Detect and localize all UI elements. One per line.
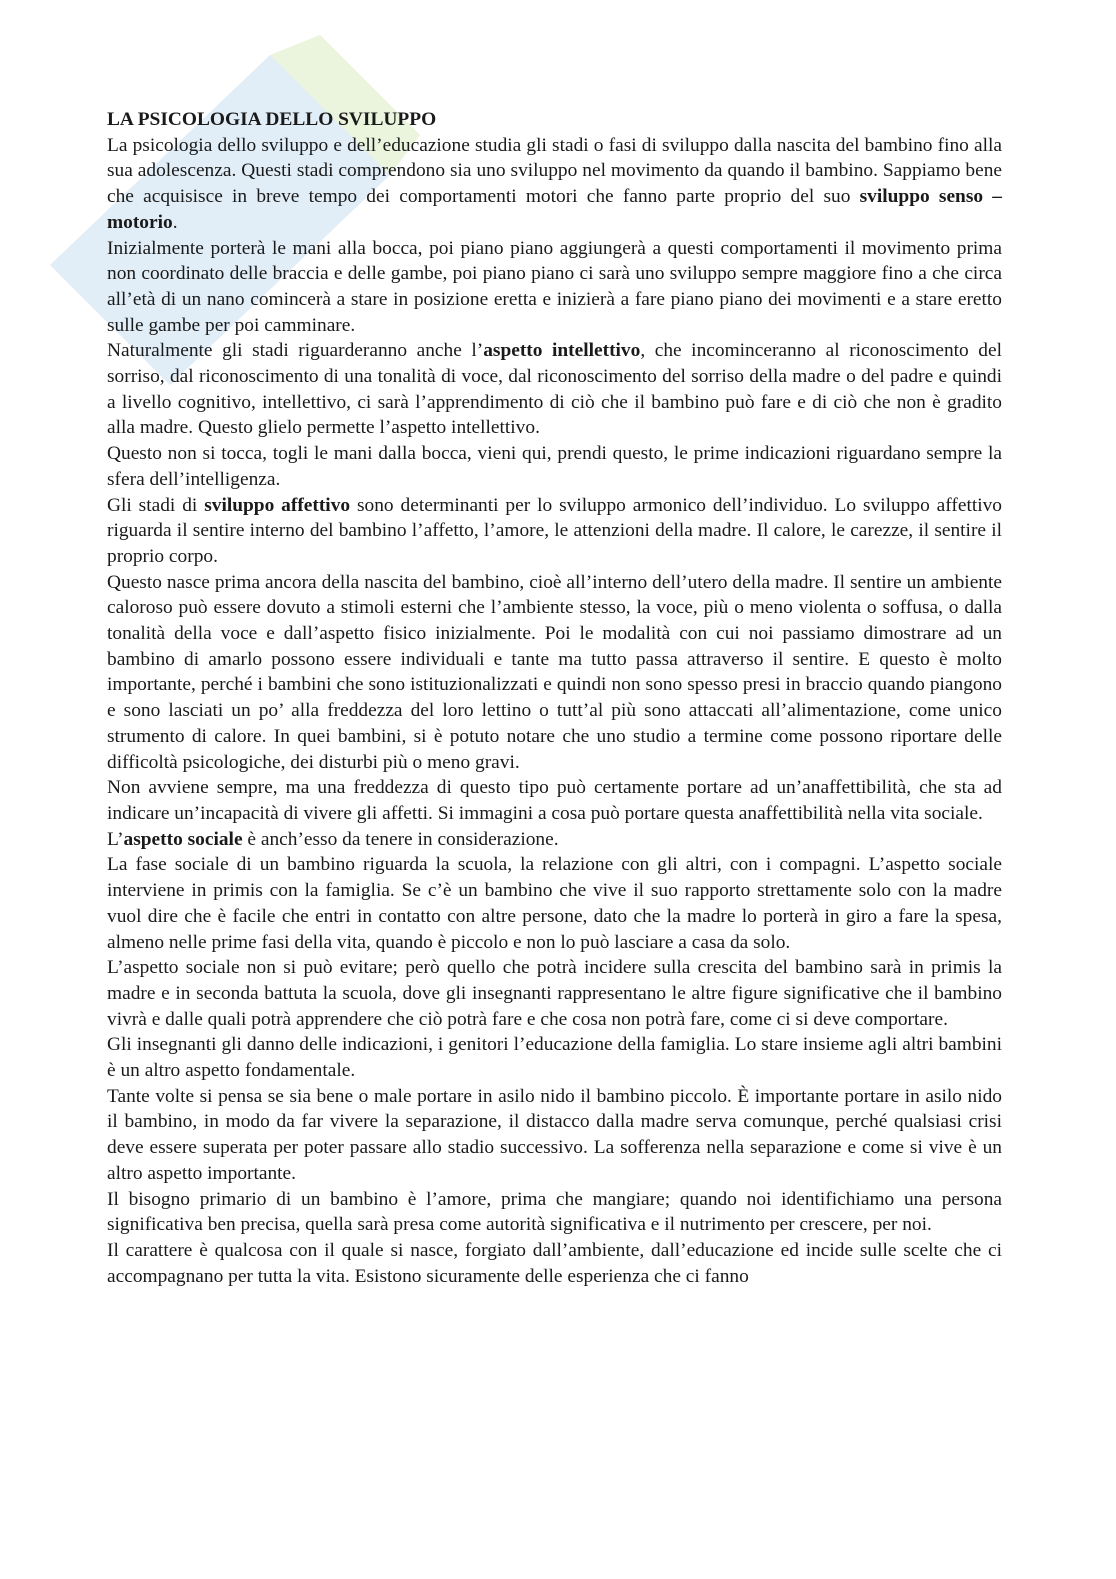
paragraph <box>107 493 1002 570</box>
paragraph <box>107 1238 1002 1289</box>
paragraph-text: . <box>172 211 178 233</box>
paragraph-text: Gli insegnanti gli danno delle indicazioni, i genitori l’educazione della famiglia. Lo stare insieme agli altri bambini è un altro aspetto fondamentale. <box>107 1034 1002 1082</box>
paragraph <box>107 441 1002 492</box>
paragraph-text: Gli stadi di <box>107 494 205 516</box>
document-body <box>107 133 1002 1290</box>
paragraph-text: Non avviene sempre, ma una freddezza di questo tipo può certamente portare ad un’anaffettibilità, che sta ad indicare un’incapacità di vivere gli affetti. Si immagini a cosa può portare questa anaffettibilità nella vita sociale. <box>107 777 1002 824</box>
paragraph <box>107 955 1002 1032</box>
paragraph <box>107 133 1002 236</box>
bold-term: sviluppo senso – motorio <box>107 186 1002 233</box>
paragraph-text: , che incominceranno al riconoscimento del sorriso, dal riconoscimento di una tonalità di voce, dal riconoscimento del sorriso della madre o del padre e quindi a livello cognitivo, intellettivo, ci sarà l’apprendimento di ciò che il bambino può fare e di ciò che non è gradito alla madre. Questo glielo permette l’aspetto intellettivo. <box>107 340 1002 439</box>
paragraph-text: è anch’esso da tenere in considerazione. <box>242 828 559 850</box>
paragraph-text: Tante volte si pensa se sia bene o male portare in asilo nido il bambino piccolo. È importante portare in asilo nido il bambino, in modo da far vivere la separazione, il distacco dalla madre serva comunque, perché qualsiasi crisi deve essere superata per poter passare allo stadio successivo. La sofferenza nella separazione e come si vive è un altro aspetto importante. <box>107 1085 1002 1184</box>
paragraph-text: La psicologia dello sviluppo e dell’educazione studia gli stadi o fasi di sviluppo dalla nascita del bambino fino alla sua adolescenza. Questi stadi comprendono sia uno sviluppo nel movimento da quando il bambino. Sappiamo bene che acquisisce in breve tempo dei comportamenti motori che fanno parte proprio del suo <box>107 134 1002 208</box>
paragraph-text: Inizialmente porterà le mani alla bocca, poi piano piano aggiungerà a questi comportamenti il movimento prima non coordinato delle braccia e delle gambe, poi piano piano ci sarà uno sviluppo sempre maggiore fino a che circa all’età di un nano comincerà a stare in posizione eretta e inizierà a fare piano piano dei movimenti e a stare eretto sulle gambe per poi camminare. <box>107 237 1002 336</box>
paragraph-text: L’aspetto sociale non si può evitare; però quello che potrà incidere sulla crescita del bambino sarà in primis la madre e in seconda battuta la scuola, dove gli insegnanti rappresentano le altre figure significative che il bambino vivrà e dalle quali potrà apprendere che ciò potrà fare e che cosa non potrà fare, come ci si deve comportare. <box>107 957 1002 1030</box>
paragraph <box>107 1084 1002 1187</box>
paragraph-text: La fase sociale di un bambino riguarda la scuola, la relazione con gli altri, con i compagni. L’aspetto sociale interviene in primis con la famiglia. Se c’è un bambino che vive il suo rapporto strettamente solo con la madre vuol dire che è facile che entri in contatto con altre persone, dato che la madre lo porterà in giro a fare la spesa, almeno nelle prime fasi della vita, quando è piccolo e non lo può lasciare a casa da solo. <box>107 854 1002 953</box>
bold-term: aspetto intellettivo <box>483 340 641 362</box>
paragraph <box>107 1032 1002 1083</box>
paragraph <box>107 775 1002 826</box>
paragraph <box>107 570 1002 776</box>
paragraph-text: Questo nasce prima ancora della nascita del bambino, cioè all’interno dell’utero della madre. Il sentire un ambiente caloroso può essere dovuto a stimoli esterni che l’ambiente stesso, la voce, più o meno violenta o soffusa, o dalla tonalità della voce e dall’aspetto fisico inizialmente. Poi le modalità con cui noi passiamo dimostrare ad un bambino di amarlo possono essere individuali e tante ma tutto passa attraverso il sentire. E questo è molto importante, perché i bambini che sono istituzionalizzati e quindi non sono spesso presi in braccio quando piangono e sono lasciati un po’ alla freddezza del loro lettino o tutt’al più sono attaccati all’alimentazione, come unico strumento di calore. In quei bambini, si è potuto notare che uno studio a termine come possono riportare delle difficoltà psicologiche, dei disturbi più o meno gravi. <box>107 571 1002 773</box>
paragraph-text: Il bisogno primario di un bambino è l’amore, prima che mangiare; quando noi identifichiamo una persona significativa ben precisa, quella sarà presa come autorità significativa e il nutrimento per crescere, per noi. <box>107 1188 1002 1236</box>
paragraph-text: Il carattere è qualcosa con il quale si nasce, forgiato dall’ambiente, dall’educazione ed incide sulle scelte che ci accompagnano per tutta la vita. Esistono sicuramente delle esperienza che ci fanno <box>107 1239 1002 1287</box>
paragraph <box>107 852 1002 955</box>
paragraph-text: Naturalmente gli stadi riguarderanno anche l’ <box>107 340 484 362</box>
document-page <box>107 107 1002 1289</box>
paragraph-text: L’ <box>107 828 124 850</box>
document-title: LA PSICOLOGIA DELLO SVILUPPO <box>107 109 437 130</box>
paragraph-text: sono determinanti per lo sviluppo armonico dell’individuo. Lo sviluppo affettivo riguarda il sentire interno del bambino l’affetto, l’amore, le attenzioni della madre. Il calore, le carezze, il sentire il proprio corpo. <box>107 494 1003 567</box>
paragraph-text: Questo non si tocca, togli le mani dalla bocca, vieni qui, prendi questo, le prime indicazioni riguardano sempre la sfera dell’intelligenza. <box>107 443 1002 490</box>
paragraph <box>107 1187 1002 1238</box>
paragraph <box>107 236 1002 339</box>
bold-term: aspetto sociale <box>123 828 243 850</box>
paragraph <box>107 827 1002 853</box>
paragraph <box>107 338 1002 441</box>
bold-term: sviluppo affettivo <box>204 494 351 516</box>
